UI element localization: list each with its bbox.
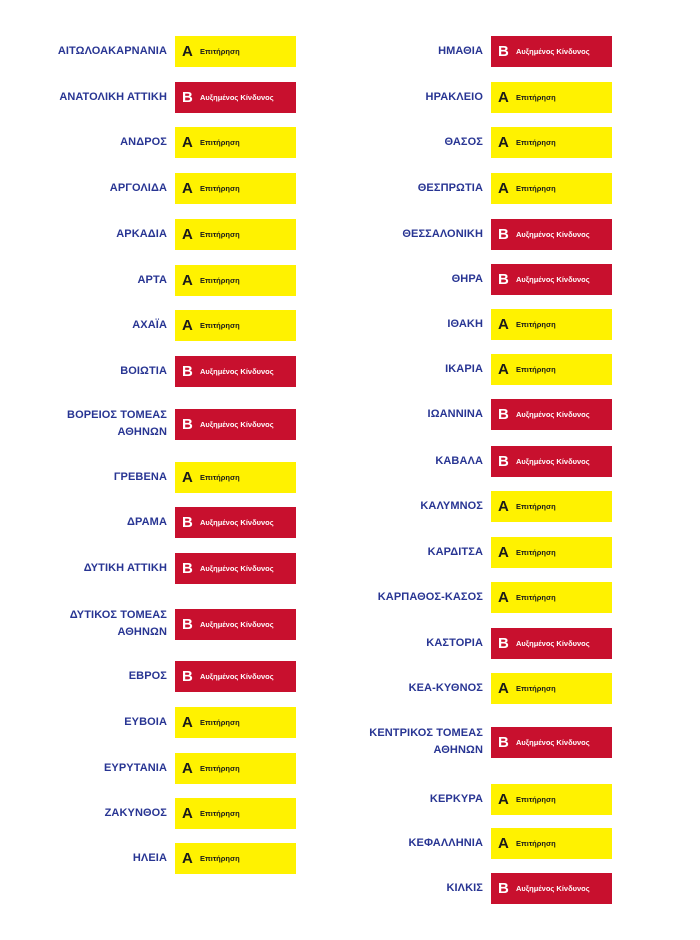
region-name: ΔΥΤΙΚΗ ΑΤΤΙΚΗ: [83, 561, 167, 574]
region-row: [340, 446, 612, 477]
risk-level-letter: B: [498, 634, 509, 652]
risk-level-label: Επιτήρηση: [200, 183, 240, 193]
risk-level-label: Αυξημένος Κίνδυνος: [516, 456, 590, 466]
region-name: ΓΡΕΒΕΝΑ: [113, 470, 167, 483]
risk-badge-b: [491, 727, 612, 758]
risk-level-label: Επιτήρηση: [516, 683, 556, 693]
region-row: [0, 356, 296, 387]
region-row: [340, 82, 612, 113]
risk-level-letter: A: [182, 179, 193, 197]
risk-badge-b: [175, 507, 296, 538]
region-row: [0, 127, 296, 158]
region-row: [0, 753, 296, 784]
region-row: [340, 354, 612, 385]
region-name: ΗΡΑΚΛΕΙΟ: [425, 90, 483, 103]
risk-badge-a: [175, 462, 296, 493]
region-row: [0, 310, 296, 341]
region-name: ΚΕΡΚΥΡΑ: [429, 792, 483, 805]
risk-level-letter: A: [182, 849, 193, 867]
region-name: ΑΝΔΡΟΣ: [120, 135, 167, 148]
risk-badge-b: [175, 356, 296, 387]
risk-level-label: Επιτήρηση: [516, 319, 556, 329]
risk-level-label: Επιτήρηση: [516, 547, 556, 557]
region-row: [340, 309, 612, 340]
risk-level-label: Επιτήρηση: [200, 46, 240, 56]
risk-level-label: Αυξημένος Κίνδυνος: [516, 409, 590, 419]
risk-level-label: Αυξημένος Κίνδυνος: [516, 229, 590, 239]
risk-badge-a: [491, 173, 612, 204]
region-name: ΖΑΚΥΝΘΟΣ: [104, 806, 167, 819]
risk-level-label: Επιτήρηση: [516, 794, 556, 804]
risk-badge-b: [491, 36, 612, 67]
risk-badge-b: [491, 399, 612, 430]
risk-level-letter: A: [182, 759, 193, 777]
region-name: ΗΛΕΙΑ: [132, 851, 167, 864]
risk-level-label: Αυξημένος Κίνδυνος: [200, 92, 274, 102]
region-row: [340, 628, 612, 659]
risk-level-letter: A: [182, 713, 193, 731]
region-row: [340, 264, 612, 295]
region-name: ΒΟΙΩΤΙΑ: [120, 364, 167, 377]
risk-level-letter: B: [182, 362, 193, 380]
risk-level-letter: B: [498, 452, 509, 470]
risk-badge-b: [175, 409, 296, 440]
region-row: [0, 219, 296, 250]
risk-badge-a: [491, 673, 612, 704]
region-name: ΕΒΡΟΣ: [128, 669, 167, 682]
region-name: ΔΥΤΙΚΟΣ ΤΟΜΕΑΣ ΑΘΗΝΩΝ: [69, 609, 167, 638]
region-row: [0, 798, 296, 829]
region-row: [0, 173, 296, 204]
region-name: ΔΡΑΜΑ: [127, 515, 167, 528]
risk-level-letter: B: [182, 615, 193, 633]
risk-level-label: Επιτήρηση: [200, 320, 240, 330]
risk-level-label: Επιτήρηση: [200, 472, 240, 482]
region-row: [0, 82, 296, 113]
region-row: [0, 707, 296, 738]
region-row: [340, 36, 612, 67]
risk-level-letter: A: [182, 271, 193, 289]
risk-badge-b: [175, 661, 296, 692]
risk-badge-a: [491, 82, 612, 113]
region-name: ΘΑΣΟΣ: [444, 135, 483, 148]
risk-badge-a: [175, 219, 296, 250]
region-name: ΚΑΛΥΜΝΟΣ: [420, 499, 483, 512]
region-name: ΙΚΑΡΙΑ: [445, 362, 483, 375]
risk-badge-a: [491, 784, 612, 815]
risk-level-label: Αυξημένος Κίνδυνος: [200, 563, 274, 573]
risk-badge-a: [491, 537, 612, 568]
risk-level-label: Επιτήρηση: [516, 838, 556, 848]
risk-badge-a: [491, 127, 612, 158]
region-name: ΕΥΒΟΙΑ: [124, 715, 167, 728]
risk-badge-a: [175, 310, 296, 341]
region-row: [340, 491, 612, 522]
region-row: [0, 462, 296, 493]
risk-level-label: Επιτήρηση: [516, 592, 556, 602]
risk-badge-a: [175, 753, 296, 784]
region-row: [0, 661, 296, 692]
risk-badge-a: [175, 843, 296, 874]
risk-level-letter: B: [182, 513, 193, 531]
region-row: [340, 873, 612, 904]
risk-level-letter: A: [182, 468, 193, 486]
region-name: ΚΑΡΠΑΘΟΣ-ΚΑΣΟΣ: [377, 590, 483, 603]
risk-level-label: Αυξημένος Κίνδυνος: [516, 883, 590, 893]
region-name: ΚΕΝΤΡΙΚΟΣ ΤΟΜΕΑΣ ΑΘΗΝΩΝ: [369, 727, 483, 756]
risk-level-label: Επιτήρηση: [200, 763, 240, 773]
region-name: ΑΧΑΪΑ: [132, 318, 167, 331]
risk-badge-a: [491, 491, 612, 522]
region-name: ΚΕΑ-ΚΥΘΝΟΣ: [408, 681, 483, 694]
risk-level-label: Αυξημένος Κίνδυνος: [200, 517, 274, 527]
risk-level-letter: A: [498, 133, 509, 151]
region-row: [340, 537, 612, 568]
risk-badge-b: [491, 264, 612, 295]
region-row: [0, 36, 296, 67]
risk-badge-b: [175, 82, 296, 113]
risk-level-letter: A: [498, 588, 509, 606]
risk-level-letter: B: [498, 270, 509, 288]
risk-level-letter: B: [498, 42, 509, 60]
risk-level-letter: B: [182, 559, 193, 577]
risk-level-letter: A: [498, 497, 509, 515]
region-row: [340, 219, 612, 250]
region-row: [340, 727, 612, 758]
risk-badge-b: [491, 628, 612, 659]
risk-level-label: Επιτήρηση: [200, 229, 240, 239]
region-name: ΑΙΤΩΛΟΑΚΑΡΝΑΝΙΑ: [57, 44, 167, 57]
region-row: [340, 582, 612, 613]
risk-badge-b: [175, 553, 296, 584]
region-row: [340, 784, 612, 815]
risk-badge-a: [175, 173, 296, 204]
region-name: ΑΡΤΑ: [137, 273, 167, 286]
risk-badge-b: [491, 873, 612, 904]
region-name: ΚΕΦΑΛΛΗΝΙΑ: [408, 836, 483, 849]
region-name: ΕΥΡΥΤΑΝΙΑ: [103, 761, 167, 774]
risk-level-label: Αυξημένος Κίνδυνος: [516, 274, 590, 284]
risk-level-label: Επιτήρηση: [200, 717, 240, 727]
risk-level-label: Επιτήρηση: [516, 183, 556, 193]
risk-badge-a: [491, 828, 612, 859]
risk-level-letter: A: [498, 679, 509, 697]
risk-level-letter: B: [182, 667, 193, 685]
region-name: ΘΕΣΣΑΛΟΝΙΚΗ: [402, 227, 483, 240]
risk-level-label: Επιτήρηση: [516, 137, 556, 147]
risk-level-letter: A: [498, 88, 509, 106]
region-row: [340, 173, 612, 204]
risk-badge-a: [491, 582, 612, 613]
region-row: [340, 399, 612, 430]
risk-level-letter: A: [182, 804, 193, 822]
region-row: [0, 553, 296, 584]
risk-level-letter: A: [498, 179, 509, 197]
risk-level-letter: A: [498, 360, 509, 378]
risk-badge-a: [175, 798, 296, 829]
risk-badge-b: [175, 609, 296, 640]
region-row: [0, 843, 296, 874]
risk-level-letter: A: [498, 790, 509, 808]
risk-level-letter: B: [498, 405, 509, 423]
risk-level-letter: B: [182, 88, 193, 106]
risk-level-label: Επιτήρηση: [516, 364, 556, 374]
risk-level-letter: B: [182, 415, 193, 433]
risk-level-label: Επιτήρηση: [200, 808, 240, 818]
risk-level-letter: A: [182, 225, 193, 243]
region-name: ΗΜΑΘΙΑ: [438, 44, 483, 57]
region-name: ΚΑΡΔΙΤΣΑ: [427, 545, 483, 558]
risk-level-label: Αυξημένος Κίνδυνος: [516, 737, 590, 747]
risk-level-label: Επιτήρηση: [516, 92, 556, 102]
risk-level-letter: B: [498, 733, 509, 751]
risk-level-letter: B: [498, 879, 509, 897]
risk-level-letter: A: [182, 42, 193, 60]
risk-level-label: Επιτήρηση: [200, 137, 240, 147]
risk-badge-a: [175, 265, 296, 296]
region-row: [0, 409, 296, 440]
region-name: ΘΕΣΠΡΩΤΙΑ: [417, 181, 483, 194]
region-row: [340, 673, 612, 704]
risk-badge-a: [491, 354, 612, 385]
risk-badge-a: [175, 707, 296, 738]
region-row: [0, 507, 296, 538]
region-name: ΒΟΡΕΙΟΣ ΤΟΜΕΑΣ ΑΘΗΝΩΝ: [67, 409, 167, 438]
risk-level-label: Επιτήρηση: [200, 275, 240, 285]
risk-level-letter: B: [498, 225, 509, 243]
risk-level-label: Αυξημένος Κίνδυνος: [200, 671, 274, 681]
risk-level-label: Αυξημένος Κίνδυνος: [200, 366, 274, 376]
risk-badge-b: [491, 446, 612, 477]
risk-level-letter: A: [182, 316, 193, 334]
risk-badge-a: [175, 127, 296, 158]
risk-level-letter: A: [498, 543, 509, 561]
risk-level-label: Αυξημένος Κίνδυνος: [516, 46, 590, 56]
risk-level-letter: A: [498, 315, 509, 333]
region-name: ΘΗΡΑ: [451, 272, 483, 285]
region-name: ΙΘΑΚΗ: [447, 317, 483, 330]
risk-level-label: Αυξημένος Κίνδυνος: [200, 419, 274, 429]
region-name: ΙΩΑΝΝΙΝΑ: [427, 407, 483, 420]
region-name: ΚΑΣΤΟΡΙΑ: [426, 636, 483, 649]
region-name: ΑΡΓΟΛΙΔΑ: [109, 181, 167, 194]
region-row: [340, 828, 612, 859]
region-name: ΚΑΒΑΛΑ: [435, 454, 483, 467]
region-row: [340, 127, 612, 158]
risk-level-letter: A: [182, 133, 193, 151]
region-name: ΚΙΛΚΙΣ: [446, 881, 483, 894]
risk-level-label: Επιτήρηση: [200, 853, 240, 863]
region-name: ΑΝΑΤΟΛΙΚΗ ΑΤΤΙΚΗ: [59, 90, 167, 103]
risk-badge-a: [175, 36, 296, 67]
risk-level-letter: A: [498, 834, 509, 852]
region-name: ΑΡΚΑΔΙΑ: [116, 227, 167, 240]
risk-level-label: Επιτήρηση: [516, 501, 556, 511]
risk-level-label: Αυξημένος Κίνδυνος: [200, 619, 274, 629]
risk-badge-b: [491, 219, 612, 250]
region-row: [0, 265, 296, 296]
region-row: [0, 609, 296, 640]
risk-level-label: Αυξημένος Κίνδυνος: [516, 638, 590, 648]
risk-badge-a: [491, 309, 612, 340]
